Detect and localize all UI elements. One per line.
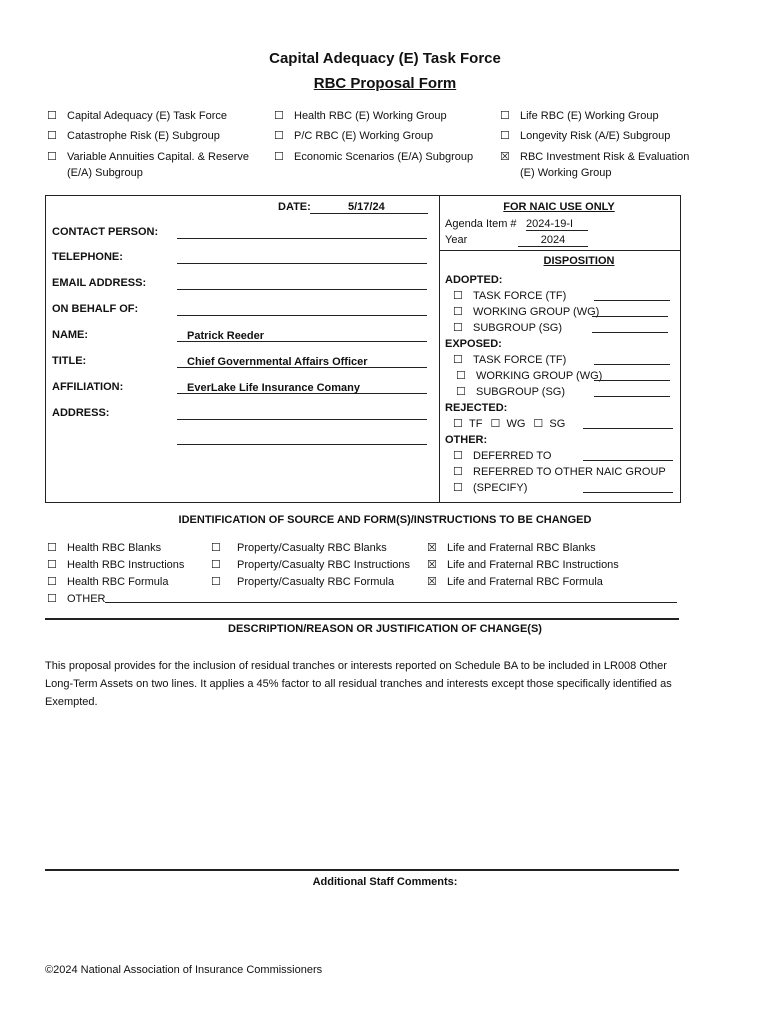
address-label: ADDRESS: [52,407,110,419]
checkbox-icon[interactable]: ☐ [274,151,284,163]
affiliation-field[interactable]: EverLake Life Insurance Comany [187,382,361,394]
checkbox-icon[interactable]: ☐ [453,322,463,334]
checkbox-icon[interactable]: ☐ [211,542,221,554]
divider [45,869,679,871]
adopted-sg[interactable] [453,320,562,336]
checkbox-icon[interactable]: ☐ [47,593,57,605]
source-label: Property/Casualty RBC Blanks [237,542,387,554]
group-label: Catastrophe Risk (E) Subgroup [67,130,220,142]
checkbox-icon[interactable]: ☐ [490,418,501,430]
checkbox-icon[interactable]: ☐ [453,306,463,318]
behalf-field[interactable] [177,315,427,316]
group-life-rbc[interactable] [500,108,659,124]
contact-person-label: CONTACT PERSON: [52,226,159,238]
checkbox-icon[interactable]: ☒ [427,559,437,571]
naic-divider [439,250,680,251]
description-line: This proposal provides for the inclusion of residual tranches or interests reported on Schedule BA to be included in LR008 Other [45,660,667,672]
checkbox-icon[interactable]: ☐ [211,576,221,588]
contact-person-field[interactable] [177,238,427,239]
exposed-wg[interactable] [456,368,602,384]
behalf-label: ON BEHALF OF: [52,303,139,315]
source-pc-blanks[interactable] [211,540,387,556]
checkbox-icon[interactable]: ☐ [47,130,57,142]
source-life-formula[interactable] [427,574,603,590]
checkbox-icon[interactable]: ☐ [453,466,463,478]
source-label: Life and Fraternal RBC Instructions [447,559,619,571]
source-label: Health RBC Blanks [67,542,162,554]
option-label: TF [469,418,483,430]
source-health-blanks[interactable] [47,540,161,556]
checkbox-icon[interactable]: ☐ [453,450,463,462]
option-label: TASK FORCE (TF) [473,354,567,366]
source-label: Life and Fraternal RBC Formula [447,576,603,588]
group-health-rbc[interactable] [274,108,447,124]
name-label: NAME: [52,329,89,341]
address-field-line1[interactable] [177,419,427,420]
option-label: WORKING GROUP (WG) [476,370,603,382]
exposed-label: EXPOSED: [445,338,502,350]
option-label: SUBGROUP (SG) [473,322,563,334]
identification-heading: IDENTIFICATION OF SOURCE AND FORM(S)/INSTRUCTIONS TO BE CHANGED [178,514,592,526]
checkbox-icon[interactable]: ☒ [500,151,510,163]
checkbox-icon[interactable]: ☐ [453,418,463,430]
exposed-wg-line[interactable] [594,380,670,381]
description-heading: DESCRIPTION/REASON OR JUSTIFICATION OF CHANGE(S) [228,623,542,635]
other-field[interactable] [105,602,677,603]
name-field[interactable]: Patrick Reeder [187,330,265,342]
group-label [520,149,689,181]
source-health-formula[interactable] [47,574,168,590]
group-label-line1: RBC Investment Risk & Evaluation [520,151,690,163]
checkbox-icon[interactable]: ☐ [500,130,510,142]
adopted-tf-line[interactable] [594,300,670,301]
other-label: OTHER: [445,434,488,446]
source-other[interactable] [47,591,106,607]
group-label-line1: Variable Annuities Capital. & Reserve [67,151,250,163]
exposed-tf-line[interactable] [594,364,670,365]
group-label [67,149,249,181]
contact-box [45,195,440,503]
rejected-options [453,416,565,432]
email-field[interactable] [177,289,427,290]
divider [45,618,679,620]
group-rbc-investment-risk[interactable] [500,149,689,181]
group-label: Life RBC (E) Working Group [520,110,659,122]
form-subtitle: RBC Proposal Form [313,75,457,92]
agenda-field[interactable]: 2024-19-I [526,216,588,231]
source-pc-instructions[interactable] [211,557,410,573]
checkbox-icon[interactable]: ☐ [274,130,284,142]
adopted-tf[interactable] [453,288,566,304]
title-label: TITLE: [52,355,87,367]
checkbox-icon[interactable]: ☐ [500,110,510,122]
checkbox-icon[interactable]: ☐ [456,370,466,382]
source-label: Life and Fraternal RBC Blanks [447,542,596,554]
checkbox-icon[interactable]: ☐ [47,110,57,122]
source-label: OTHER [67,593,106,605]
group-longevity-risk[interactable] [500,128,670,144]
checkbox-icon[interactable]: ☐ [211,559,221,571]
year-label: Year [445,234,468,246]
deferred-line[interactable] [583,460,673,461]
rejected-label: REJECTED: [445,402,508,414]
description-line: Exempted. [45,696,98,708]
checkbox-icon[interactable]: ☐ [453,482,463,494]
title-field[interactable]: Chief Governmental Affairs Officer [187,356,368,368]
specify-line[interactable] [583,492,673,493]
group-label: Economic Scenarios (E/A) Subgroup [294,151,474,163]
group-pc-rbc[interactable] [274,128,433,144]
option-label: DEFERRED TO [473,450,552,462]
option-label: TASK FORCE (TF) [473,290,567,302]
agenda-label: Agenda Item # [445,218,517,230]
source-label: Health RBC Instructions [67,559,185,571]
adopted-wg-line[interactable] [592,316,668,317]
group-label: Health RBC (E) Working Group [294,110,447,122]
checkbox-icon[interactable]: ☒ [427,542,437,554]
rejected-line[interactable] [583,428,673,429]
checkbox-icon[interactable]: ☐ [47,576,57,588]
address-field-line2[interactable] [177,444,427,445]
exposed-tf[interactable] [453,352,566,368]
source-pc-formula[interactable] [211,574,394,590]
option-label: REFERRED TO OTHER NAIC GROUP [473,466,666,478]
group-label-line2: (E) Working Group [520,167,612,179]
group-catastrophe-risk[interactable] [47,128,220,144]
description-line: Long-Term Assets on two lines. It applies a 45% factor to all residual tranches and interests except those specifically identified as [45,678,672,690]
disposition-heading: DISPOSITION [543,255,615,267]
adopted-label: ADOPTED: [445,274,503,286]
checkbox-icon[interactable]: ☐ [453,354,463,366]
checkbox-icon[interactable]: ☐ [47,559,57,571]
option-label: SUBGROUP (SG) [476,386,566,398]
checkbox-icon[interactable]: ☐ [47,542,57,554]
staff-comments-heading: Additional Staff Comments: [312,876,458,888]
checkbox-icon[interactable]: ☐ [47,151,57,163]
checkbox-icon[interactable]: ☐ [456,386,466,398]
email-label: EMAIL ADDRESS: [52,277,147,289]
specify[interactable] [453,480,527,496]
option-label: SG [549,418,566,430]
exposed-sg[interactable] [456,384,565,400]
group-label-line2: (E/A) Subgroup [67,167,143,179]
date-label: DATE: [278,201,311,213]
checkbox-icon[interactable]: ☐ [453,290,463,302]
source-life-blanks[interactable] [427,540,596,556]
checkbox-icon[interactable]: ☐ [274,110,284,122]
deferred-to[interactable] [453,448,551,464]
option-label: (SPECIFY) [473,482,528,494]
description-text [45,657,715,711]
source-health-instructions[interactable] [47,557,184,573]
telephone-field[interactable] [177,263,427,264]
copyright: ©2024 National Association of Insurance Commissioners [45,964,323,976]
adopted-wg[interactable] [453,304,599,320]
date-value[interactable]: 5/17/24 [348,201,385,213]
referred-to[interactable] [453,464,666,480]
source-label: Property/Casualty RBC Formula [237,576,395,588]
affiliation-label: AFFILIATION: [52,381,124,393]
exposed-sg-line[interactable] [594,396,670,397]
group-variable-annuities[interactable] [47,149,249,181]
option-label: WORKING GROUP (WG) [473,306,600,318]
year-field[interactable]: 2024 [518,232,588,247]
adopted-sg-line[interactable] [592,332,668,333]
group-capital-adequacy[interactable] [47,108,227,124]
group-label: Longevity Risk (A/E) Subgroup [520,130,671,142]
group-label: Capital Adequacy (E) Task Force [67,110,227,122]
form-title: Capital Adequacy (E) Task Force [269,50,501,67]
checkbox-icon[interactable]: ☒ [427,576,437,588]
source-life-instructions[interactable] [427,557,619,573]
group-label: P/C RBC (E) Working Group [294,130,434,142]
naic-heading: FOR NAIC USE ONLY [503,201,615,213]
telephone-label: TELEPHONE: [52,251,123,263]
option-label: WG [506,418,526,430]
group-economic-scenarios[interactable] [274,149,473,165]
checkbox-icon[interactable]: ☐ [533,418,544,430]
source-label: Health RBC Formula [67,576,169,588]
source-label: Property/Casualty RBC Instructions [237,559,411,571]
